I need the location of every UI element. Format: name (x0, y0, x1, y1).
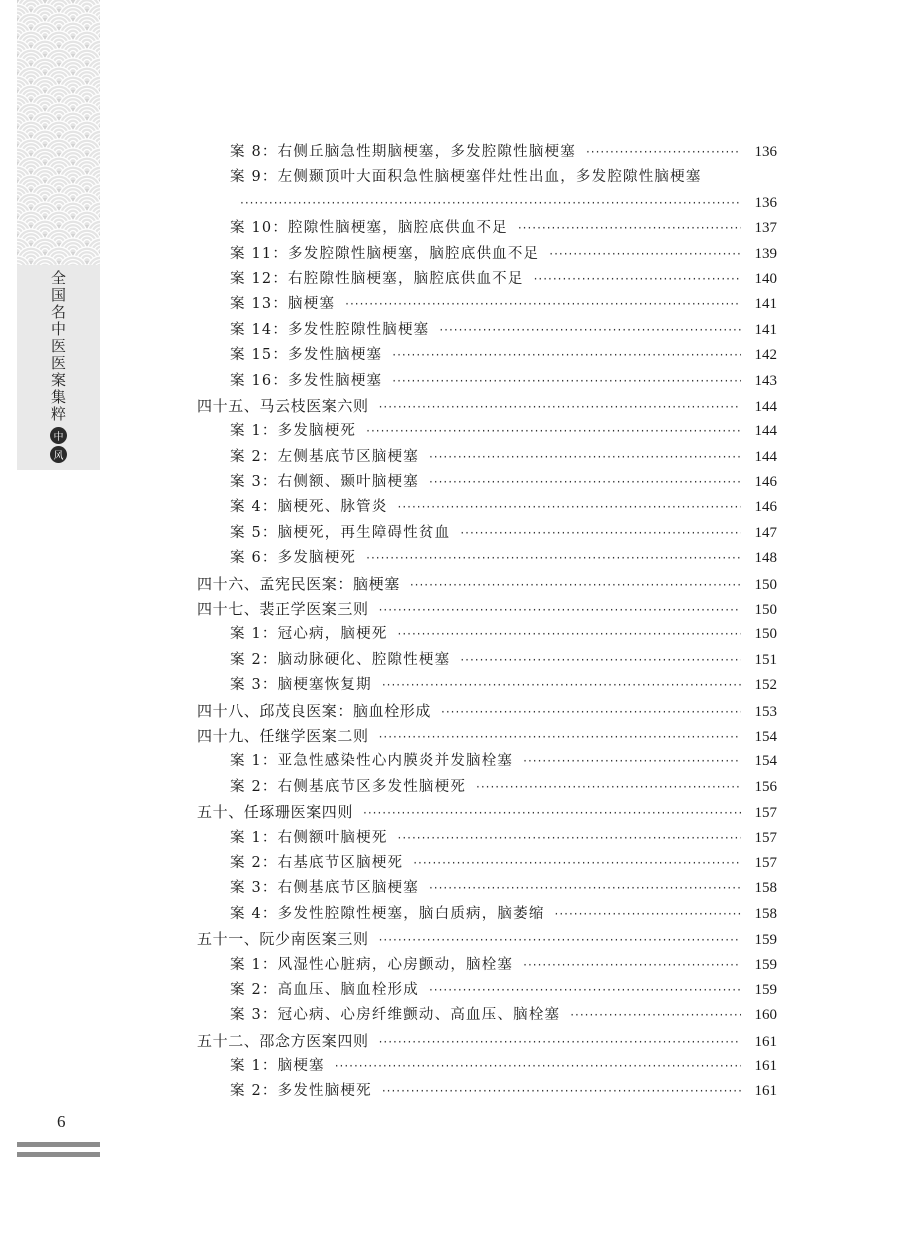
toc-entry-title: 案 13：脑梗塞 (230, 296, 336, 313)
toc-entry-title: 案 6：多发脑梗死 (230, 550, 357, 567)
toc-case-entry (197, 749, 777, 774)
toc-case-entry (197, 419, 777, 444)
toc-section-entry (197, 394, 777, 419)
dot-leader (429, 470, 741, 495)
dot-leader (382, 673, 741, 698)
category-seal (50, 427, 67, 465)
dot-leader (382, 1079, 741, 1104)
toc-entry-title: 四十九、任继学医案二则 (197, 726, 369, 745)
toc-entry-title: 案 8：右侧丘脑急性期脑梗塞，多发腔隙性脑梗塞 (230, 144, 576, 160)
toc-entry-title: 案 3：右侧额、颞叶脑梗塞 (230, 474, 419, 491)
toc-entry-title: 案 1：脑梗塞 (230, 1058, 325, 1075)
toc-page-number: 154 (754, 728, 777, 745)
page-number: 6 (57, 1112, 66, 1131)
toc-page-number: 152 (754, 677, 777, 694)
toc-case-entry (197, 546, 777, 571)
toc-case-entry (197, 369, 777, 394)
toc-entry-title: 案 2：右侧基底节区多发性脑梗死 (230, 778, 467, 795)
toc-section-entry (197, 724, 777, 749)
toc-page-number: 144 (754, 398, 777, 415)
toc-page-number: 140 (754, 270, 777, 287)
toc-section-entry (197, 699, 777, 724)
toc-page-number: 150 (754, 576, 777, 593)
dot-leader (429, 978, 741, 1003)
toc-page-number: 161 (754, 1083, 777, 1100)
wave-pattern-decoration (17, 0, 100, 265)
toc-section-entry (197, 597, 777, 622)
toc-case-entry (197, 826, 777, 851)
toc-case-entry (197, 267, 777, 292)
toc-entry-title: 案 1：风湿性心脏病，心房颤动，脑栓塞 (230, 956, 514, 973)
table-of-contents (197, 140, 777, 1105)
toc-case-entry (197, 521, 777, 546)
toc-entry-title: 案 4：多发性腔隙性梗塞，脑白质病，脑萎缩 (230, 905, 545, 922)
toc-page-number: 157 (754, 829, 777, 846)
toc-page-number: 141 (754, 321, 777, 338)
dot-leader (518, 216, 741, 241)
toc-page-number: 142 (754, 347, 777, 364)
toc-entry-title: 案 3：右侧基底节区脑梗塞 (230, 880, 419, 897)
seal-char: 中 (50, 427, 67, 444)
toc-page-number: 144 (754, 423, 777, 440)
toc-case-entry (197, 318, 777, 343)
toc-page-number: 147 (754, 524, 777, 541)
toc-case-entry (197, 1054, 777, 1079)
toc-page-number: 154 (754, 753, 777, 770)
dot-leader (523, 953, 741, 978)
dot-leader (410, 573, 741, 598)
toc-case-entry (197, 953, 777, 978)
toc-entry-title: 案 12：右腔隙性脑梗塞，脑腔底供血不足 (230, 270, 524, 287)
footer-bar (17, 1152, 100, 1157)
toc-entry-title: 案 1：多发脑梗死 (230, 423, 357, 440)
toc-case-entry (197, 775, 777, 800)
toc-entry-title: 案 11：多发腔隙性脑梗塞，脑腔底供血不足 (230, 245, 540, 262)
dot-leader (555, 902, 741, 927)
toc-entry-title: 五十二、邵念方医案四则 (197, 1031, 369, 1050)
dot-leader (366, 546, 741, 571)
toc-page-number: 157 (754, 805, 777, 822)
toc-page-number: 161 (754, 1033, 777, 1050)
toc-page-number: 159 (754, 932, 777, 949)
toc-entry-title: 案 14：多发性腔隙性脑梗塞 (230, 321, 430, 338)
toc-page-number: 146 (754, 499, 777, 516)
toc-case-entry (197, 242, 777, 267)
dot-leader (586, 140, 741, 165)
toc-page-number: 150 (754, 602, 777, 619)
toc-section-entry (197, 927, 777, 952)
toc-entry-title: 五十、任琢珊医案四则 (197, 803, 354, 822)
toc-page-number: 136 (754, 144, 777, 160)
dot-leader (240, 191, 741, 216)
toc-entry-title: 案 4：脑梗死、脉管炎 (230, 499, 388, 516)
seal-char: 风 (50, 446, 67, 463)
book-title-text: 全国名中医医案集粹 (49, 270, 67, 423)
toc-entry-title: 案 2：左侧基底节区脑梗塞 (230, 448, 419, 465)
dot-leader (549, 242, 741, 267)
toc-section-entry (197, 1029, 777, 1054)
dot-leader (439, 318, 741, 343)
dot-leader (460, 521, 741, 546)
toc-entry-title: 案 2：多发性脑梗死 (230, 1083, 372, 1100)
toc-entry-title: 案 16：多发性脑梗塞 (230, 372, 383, 389)
footer-bar (17, 1142, 100, 1147)
toc-case-entry (197, 876, 777, 901)
footer-decoration (17, 1142, 100, 1162)
toc-page-number: 156 (754, 778, 777, 795)
toc-page-number: 143 (754, 372, 777, 389)
toc-page-number: 146 (754, 474, 777, 491)
dot-leader (398, 622, 741, 647)
toc-case-entry (197, 140, 777, 165)
dot-leader (335, 1054, 741, 1079)
toc-case-entry (197, 978, 777, 1003)
dot-leader (392, 369, 741, 394)
dot-leader (379, 725, 741, 750)
dot-leader (398, 495, 741, 520)
dot-leader (429, 876, 741, 901)
dot-leader (366, 419, 741, 444)
toc-entry-title: 案 9：左侧颞顶叶大面积急性脑梗塞伴灶性出血，多发腔隙性脑梗塞 (230, 169, 702, 186)
dot-leader (379, 928, 741, 953)
toc-entry-title: 五十一、阮少南医案三则 (197, 930, 369, 949)
sidebar-book-title (17, 270, 100, 465)
toc-case-entry (197, 622, 777, 647)
toc-case-entry (197, 343, 777, 368)
toc-page-number: 159 (754, 956, 777, 973)
dot-leader (534, 267, 741, 292)
toc-page-number: 158 (754, 880, 777, 897)
toc-case-entry (197, 1079, 777, 1104)
toc-page-number: 148 (754, 550, 777, 567)
dot-leader (441, 700, 741, 725)
toc-page-number: 137 (754, 220, 777, 237)
toc-case-entry (197, 902, 777, 927)
toc-case-entry (197, 445, 777, 470)
toc-page-number: 153 (754, 703, 777, 720)
toc-page-number: 144 (754, 448, 777, 465)
toc-case-entry (197, 495, 777, 520)
dot-leader (363, 801, 741, 826)
dot-leader (413, 851, 741, 876)
dot-leader (392, 343, 741, 368)
toc-entry-title: 案 2：脑动脉硬化、腔隙性梗塞 (230, 651, 451, 668)
toc-entry-title: 案 10：腔隙性脑梗塞，脑腔底供血不足 (230, 220, 508, 237)
toc-case-entry (197, 673, 777, 698)
dot-leader (398, 826, 741, 851)
dot-leader (476, 775, 741, 800)
toc-page-number: 158 (754, 905, 777, 922)
toc-page-number: 160 (754, 1007, 777, 1024)
dot-leader (379, 598, 741, 623)
toc-section-entry (197, 800, 777, 825)
toc-case-entry (197, 191, 777, 216)
toc-case-entry (197, 470, 777, 495)
dot-leader (429, 445, 741, 470)
toc-page-number: 141 (754, 296, 777, 313)
toc-entry-title: 案 1：右侧额叶脑梗死 (230, 829, 388, 846)
toc-entry-title: 案 5：脑梗死，再生障碍性贫血 (230, 524, 451, 541)
toc-case-entry (197, 216, 777, 241)
toc-entry-title: 案 2：右基底节区脑梗死 (230, 854, 404, 871)
toc-entry-title: 四十七、裴正学医案三则 (197, 600, 369, 619)
toc-page-number: 136 (754, 194, 777, 211)
dot-leader (379, 1030, 741, 1055)
dot-leader (570, 1003, 741, 1028)
dot-leader (379, 395, 741, 420)
toc-page-number: 159 (754, 981, 777, 998)
dot-leader (523, 749, 741, 774)
toc-case-entry (197, 1003, 777, 1028)
toc-page-number: 161 (754, 1058, 777, 1075)
toc-entry-title: 案 3：冠心病、心房纤维颤动、高血压、脑栓塞 (230, 1007, 561, 1024)
toc-section-entry (197, 572, 777, 597)
toc-entry-title: 案 1：亚急性感染性心内膜炎并发脑栓塞 (230, 753, 514, 770)
dot-leader (345, 292, 741, 317)
toc-entry-title: 案 2：高血压、脑血栓形成 (230, 981, 419, 998)
toc-entry-title: 四十八、邱茂良医案：脑血栓形成 (197, 701, 432, 720)
toc-page-number: 157 (754, 854, 777, 871)
toc-case-entry (197, 648, 777, 673)
toc-entry-title: 案 1：冠心病，脑梗死 (230, 626, 388, 643)
toc-entry-title: 案 3：脑梗塞恢复期 (230, 677, 372, 694)
toc-case-entry (197, 292, 777, 317)
toc-case-entry (197, 165, 777, 190)
toc-case-entry (197, 851, 777, 876)
toc-entry-title: 四十六、孟宪民医案：脑梗塞 (197, 574, 400, 593)
toc-page-number: 150 (754, 626, 777, 643)
dot-leader (460, 648, 741, 673)
toc-entry-title: 案 15：多发性脑梗塞 (230, 347, 383, 364)
toc-entry-title: 四十五、马云枝医案六则 (197, 396, 369, 415)
toc-page-number: 139 (754, 245, 777, 262)
toc-page-number: 151 (754, 651, 777, 668)
